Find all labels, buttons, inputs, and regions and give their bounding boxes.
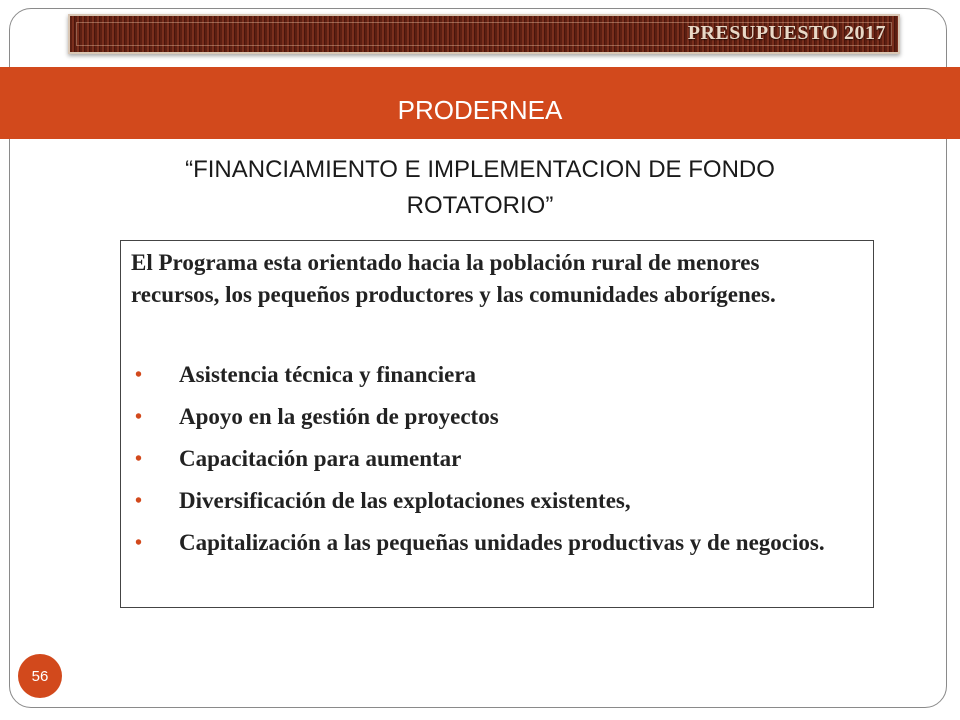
content-box: [120, 240, 874, 608]
list-item: [121, 527, 861, 559]
header-banner: [68, 14, 900, 54]
list-item-text: Asistencia técnica y financiera: [179, 362, 477, 387]
list-item: [121, 443, 861, 475]
bullet-icon: •: [135, 532, 143, 554]
slide-subtitle: “FINANCIAMIENTO E IMPLEMENTACION DE FONDO ROTATORIO”: [185, 156, 775, 219]
list-item: [121, 359, 861, 391]
list-item: [121, 401, 861, 433]
page-number: 56: [31, 667, 49, 685]
list-item-text: Diversificación de las explotaciones existentes,: [179, 488, 631, 513]
list-item-text: Capitalización a las pequeñas unidades productivas y de negocios.: [179, 530, 825, 555]
list-item: [121, 485, 861, 517]
list-item-text: Apoyo en la gestión de proyectos: [179, 404, 499, 429]
bullet-icon: •: [135, 448, 143, 470]
slide-title: PRODERNEA: [397, 95, 563, 125]
header-title: PRESUPUESTO 2017: [687, 22, 886, 44]
bullet-icon: •: [135, 490, 143, 512]
page-number-badge: [18, 654, 62, 698]
list-item-text: Capacitación para aumentar: [179, 446, 462, 471]
bullet-icon: •: [135, 406, 143, 428]
intro-paragraph: El Programa esta orientado hacia la población rural de menores recursos, los pequeños productores y las comunidades aborígenes.: [131, 250, 776, 307]
bullet-list: [121, 359, 861, 569]
bullet-icon: •: [135, 364, 143, 386]
